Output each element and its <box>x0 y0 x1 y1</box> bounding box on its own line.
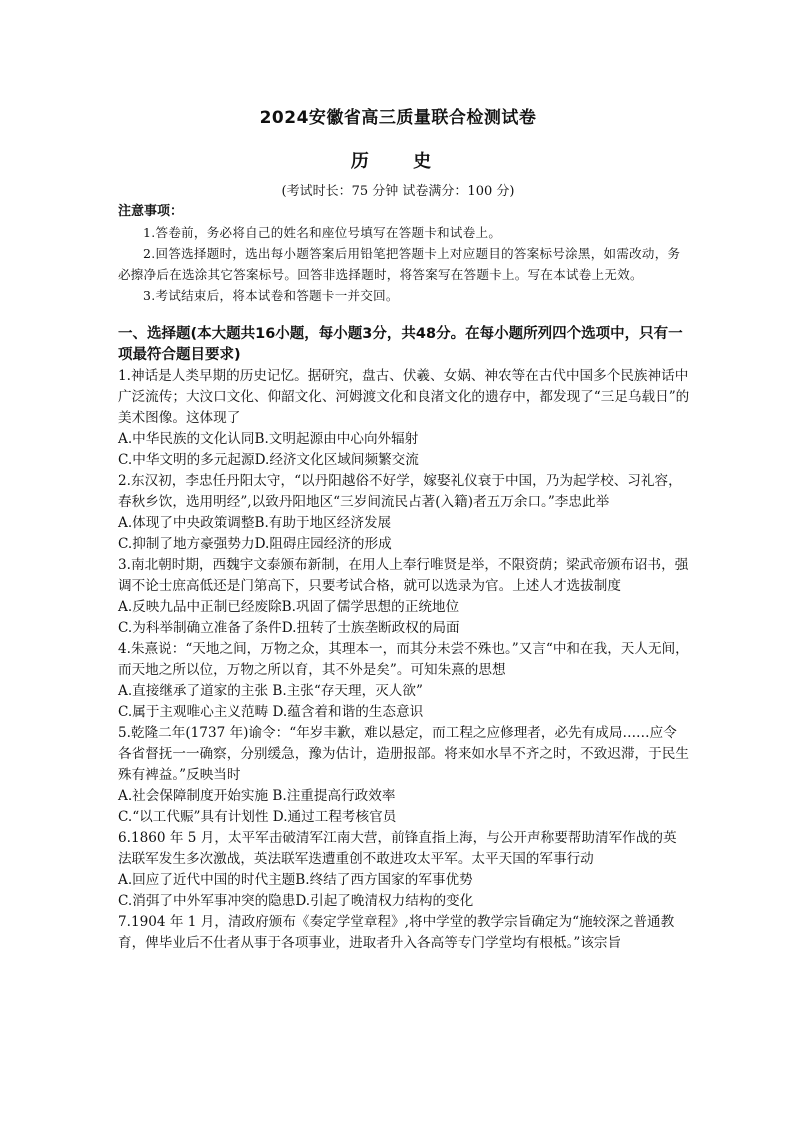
question-stem: 7.1904 年 1 月，清政府颁布《奏定学堂章程》,将中学堂的教学宗旨确定为“施较深之普通教育，俾毕业后不仕者从事于各项事业，进取者升入各高等专门学堂均有根柢。”该宗旨 <box>118 914 675 951</box>
question-options: C.“以工代赈”具有计划性 D.通过工程考核官员 <box>118 809 397 825</box>
question-stem: 1.神话是人类早期的历史记忆。据研究，盘古、伏羲、女娲、神农等在古代中国多个民族神话中广泛流传；大汶口文化、仰韶文化、河姆渡文化和良渚文化的遗存中，都发现了“三足乌载日”的美术图像。这体现了 <box>118 368 690 426</box>
question-options: A.直接继承了道家的主张 B.主张“存天理，灭人欲” <box>118 683 423 699</box>
exam-meta: (考试时长：75 分钟 试卷满分：100 分) <box>281 184 515 199</box>
question-item <box>118 366 690 471</box>
question-item <box>118 555 690 639</box>
question-options: C.消弭了中外军事冲突的隐患D.引起了晚清权力结构的变化 <box>118 893 474 909</box>
section-heading: 一、选择题(本大题共16小题，每小题3分，共48分。在每小题所列四个选项中，只有一项最符合题目要求) <box>118 326 683 363</box>
question-item <box>118 912 690 954</box>
question-item <box>118 471 690 555</box>
notice-item: 1.答卷前，务必将自己的姓名和座位号填写在答题卡和试卷上。 <box>143 225 502 240</box>
notice-heading: 注意事项： <box>118 204 184 219</box>
notice-item: 3.考试结束后，将本试卷和答题卡一并交回。 <box>143 288 399 303</box>
question-options: A.社会保障制度开始实施 B.注重提高行政效率 <box>118 788 396 804</box>
question-options: A.体现了中央政策调整B.有助于地区经济发展 <box>118 515 392 531</box>
question-list <box>118 366 690 954</box>
question-options: C.属于主观唯心主义范畴 D.蕴含着和谐的生态意识 <box>118 704 424 720</box>
question-stem: 5.乾隆二年(1737 年)谕令：“年岁丰歉，难以悬定，而工程之应修理者，必先有成局……应令各省督抚一一确察，分别缓急，豫为估计，造册报部。将来如水旱不齐之时，不致迟滞，于民生殊有裨益。”反映当时 <box>118 725 689 783</box>
question-item <box>118 828 690 912</box>
question-stem: 4.朱熹说：“天地之间，万物之众，其理本一，而其分未尝不殊也。”又言“中和在我，天人无间，而天地之所以位，万物之所以育，其不外是矣”。可知朱熹的思想 <box>118 641 689 678</box>
question-item <box>118 639 690 723</box>
subject-title: 历 史 <box>350 151 446 172</box>
question-options: A.反映九品中正制已经废除B.巩固了儒学思想的正统地位 <box>118 599 460 615</box>
question-item <box>118 723 690 828</box>
question-options: A.回应了近代中国的时代主题B.终结了西方国家的军事优势 <box>118 872 473 888</box>
question-options: C.为科举制确立准备了条件D.扭转了士族垄断政权的局面 <box>118 620 460 636</box>
question-options: C.抑制了地方豪强势力D.阻碍庄园经济的形成 <box>118 536 392 552</box>
question-options: A.中华民族的文化认同B.文明起源由中心向外辐射 <box>118 431 419 447</box>
notice-block <box>118 202 692 306</box>
question-options: C.中华文明的多元起源D.经济文化区域间频繁交流 <box>118 452 419 468</box>
notice-item: 2.回答选择题时，选出每小题答案后用铅笔把答题卡上对应题目的答案标号涂黑，如需改动，务必擦净后在选涂其它答案标号。回答非选择题时，将答案写在答题卡上。写在本试卷上无效。 <box>118 246 681 282</box>
question-stem: 3.南北朝时期，西魏宇文泰颁布新制，在用人上奉行唯贤是举，不限资荫；梁武帝颁布诏书，强调不论士庶高低还是门第高下，只要考试合格，就可以选录为官。上述人才选拔制度 <box>118 557 689 594</box>
exam-title: 2024安徽省高三质量联合检测试卷 <box>259 108 537 128</box>
question-stem: 2.东汉初，李忠任丹阳太守，“以丹阳越俗不好学，嫁娶礼仪衰于中国，乃为起学校、习礼容，春秋乡饮，选用明经”,以致丹阳地区“三岁间流民占著(入籍)者五万余口。”李忠此举 <box>118 473 682 510</box>
question-stem: 6.1860 年 5 月，太平军击破清军江南大营，前锋直指上海，与公开声称要帮助清军作战的英法联军发生多次激战，英法联军迭遭重创不敢进攻太平军。太平天国的军事行动 <box>118 830 677 867</box>
